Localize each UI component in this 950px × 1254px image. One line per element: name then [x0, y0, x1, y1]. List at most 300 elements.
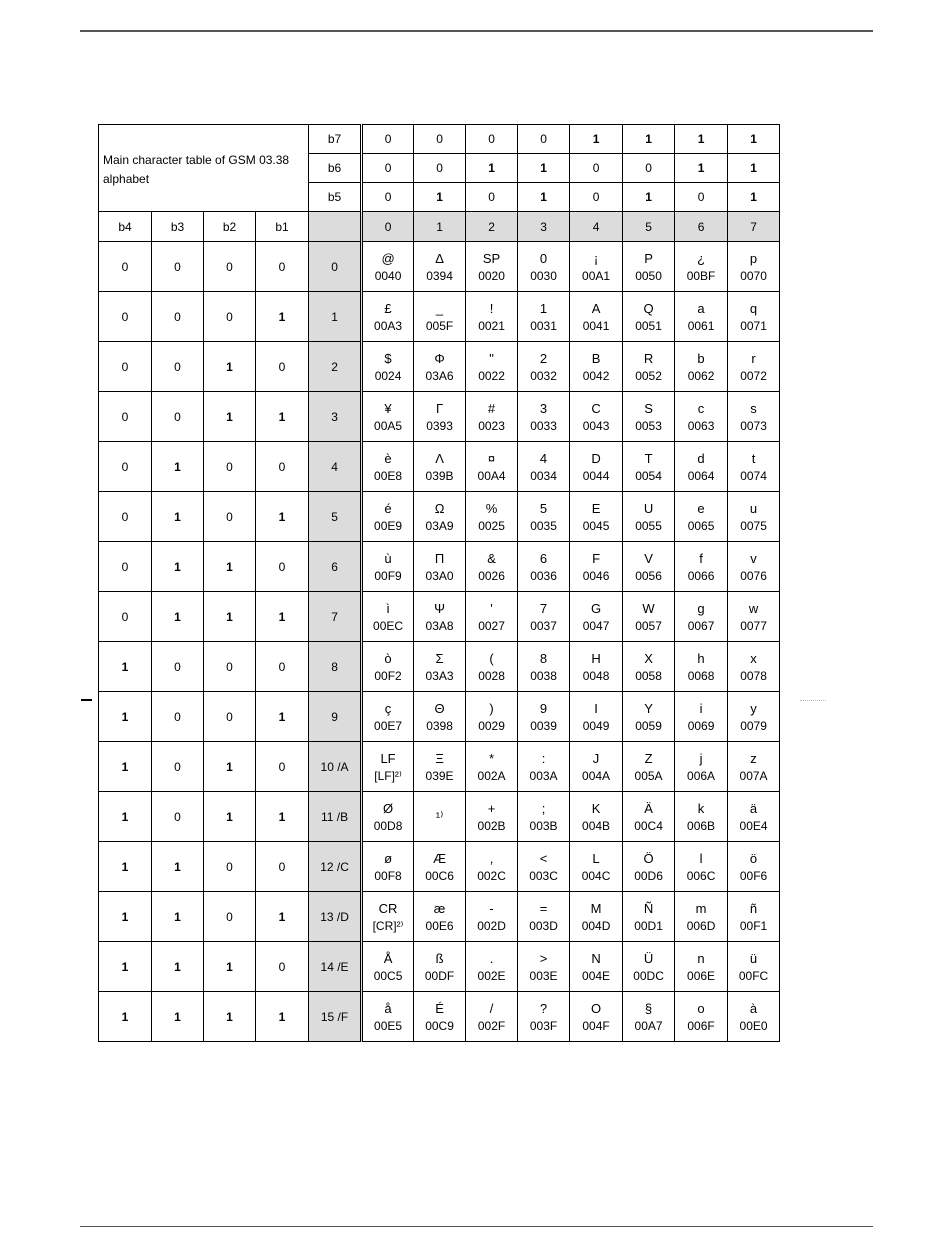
character-glyph: ) — [489, 701, 494, 716]
character-cell — [466, 592, 518, 642]
unicode-code: 039B — [425, 469, 454, 483]
character-glyph: L — [592, 851, 600, 866]
character-cell — [623, 842, 675, 892]
bit-value: 1 — [623, 183, 675, 212]
character-glyph: ò — [384, 651, 392, 666]
character-cell — [518, 742, 570, 792]
bit-value: 0 — [414, 154, 466, 183]
character-glyph: t — [751, 451, 756, 466]
character-cell — [623, 542, 675, 592]
character-cell — [570, 742, 623, 792]
unicode-code: 003E — [529, 969, 558, 983]
row-index: 6 — [309, 542, 362, 592]
character-cell — [518, 992, 570, 1042]
row-bit-value: 0 — [152, 642, 204, 692]
row-bit-header-b4: b4 — [99, 212, 152, 242]
character-glyph: $ — [384, 351, 392, 366]
character-glyph: % — [485, 501, 498, 516]
character-cell — [675, 392, 728, 442]
character-cell — [623, 342, 675, 392]
character-cell — [675, 292, 728, 342]
unicode-code: 002B — [477, 819, 506, 833]
character-glyph: J — [592, 751, 600, 766]
character-cell — [728, 492, 780, 542]
row-bit-value: 0 — [256, 342, 309, 392]
unicode-code: 003D — [529, 919, 558, 933]
character-glyph: T — [644, 451, 653, 466]
row-index: 11 /B — [309, 792, 362, 842]
character-glyph: Γ — [435, 401, 444, 416]
character-glyph: Ø — [382, 801, 394, 816]
character-glyph: b — [697, 351, 705, 366]
unicode-code: 03A8 — [425, 619, 454, 633]
character-glyph: Ψ — [434, 601, 445, 616]
character-cell — [362, 242, 414, 292]
character-cell — [675, 992, 728, 1042]
character-cell — [570, 692, 623, 742]
character-cell — [466, 392, 518, 442]
character-cell — [675, 442, 728, 492]
unicode-code: 0051 — [635, 319, 662, 333]
character-cell — [675, 642, 728, 692]
character-glyph: ø — [384, 851, 393, 866]
row-index: 8 — [309, 642, 362, 692]
character-cell — [518, 592, 570, 642]
character-cell — [414, 542, 466, 592]
character-cell — [728, 942, 780, 992]
row-bit-value: 1 — [256, 792, 309, 842]
unicode-code: 00D1 — [634, 919, 663, 933]
character-cell — [728, 842, 780, 892]
unicode-code: 0026 — [478, 569, 505, 583]
row-bit-value: 1 — [204, 742, 256, 792]
character-cell — [570, 292, 623, 342]
character-glyph: Ω — [434, 501, 445, 516]
character-glyph: + — [487, 801, 496, 816]
row-bit-value: 1 — [152, 842, 204, 892]
unicode-code: 00E9 — [374, 519, 403, 533]
table-row — [99, 692, 780, 742]
bit-value: 1 — [518, 183, 570, 212]
row-index: 13 /D — [309, 892, 362, 942]
character-glyph: Σ — [435, 651, 444, 666]
character-cell — [623, 892, 675, 942]
row-bit-value: 1 — [256, 292, 309, 342]
character-cell — [414, 492, 466, 542]
table-row — [99, 542, 780, 592]
unicode-code: 00C6 — [425, 869, 454, 883]
character-cell — [728, 592, 780, 642]
unicode-code: 0025 — [478, 519, 505, 533]
character-glyph: d — [697, 451, 705, 466]
character-cell — [414, 842, 466, 892]
character-cell — [414, 692, 466, 742]
character-glyph: U — [643, 501, 654, 516]
row-bit-value: 0 — [256, 642, 309, 692]
unicode-code: 00E6 — [425, 919, 454, 933]
table-row — [99, 792, 780, 842]
character-glyph: c — [697, 401, 705, 416]
row-bit-value: 0 — [256, 442, 309, 492]
unicode-code: 00E5 — [374, 1019, 403, 1033]
character-cell — [362, 792, 414, 842]
row-bit-value: 0 — [152, 242, 204, 292]
bit-value: 1 — [518, 154, 570, 183]
character-cell — [414, 442, 466, 492]
row-bit-value: 1 — [256, 692, 309, 742]
table-title: Main character table of GSM 03.38 alphabet — [99, 125, 309, 212]
character-glyph: ä — [749, 801, 758, 816]
unicode-code: 0069 — [687, 719, 715, 733]
character-glyph: ? — [539, 1001, 548, 1016]
row-bit-value: 1 — [99, 692, 152, 742]
character-glyph: ' — [490, 601, 493, 616]
unicode-code: 0047 — [582, 619, 610, 633]
character-cell — [466, 242, 518, 292]
row-bit-value: 0 — [99, 392, 152, 442]
unicode-code: 00F2 — [374, 669, 402, 683]
character-cell — [570, 492, 623, 542]
character-glyph: W — [642, 601, 655, 616]
row-bit-value: 1 — [152, 892, 204, 942]
bit-label-b7: b7 — [309, 125, 362, 154]
character-cell — [675, 692, 728, 742]
unicode-code: 0034 — [530, 469, 557, 483]
bit-label-b6: b6 — [309, 154, 362, 183]
unicode-code: 0077 — [740, 619, 767, 633]
column-index: 0 — [362, 212, 414, 242]
character-glyph: O — [590, 1001, 602, 1016]
unicode-code: 0021 — [478, 319, 505, 333]
unicode-code: 0023 — [478, 419, 505, 433]
unicode-code: 03A9 — [425, 519, 454, 533]
unicode-code: 0063 — [687, 419, 715, 433]
character-cell — [623, 442, 675, 492]
character-cell — [518, 392, 570, 442]
column-index-row — [99, 212, 780, 242]
character-glyph: D — [591, 451, 601, 466]
character-cell — [728, 242, 780, 292]
character-glyph: £ — [384, 301, 392, 316]
unicode-code: 0046 — [582, 569, 610, 583]
row-bit-value: 0 — [256, 542, 309, 592]
character-cell — [570, 542, 623, 592]
character-cell — [466, 642, 518, 692]
unicode-code: 0020 — [478, 269, 505, 283]
unicode-code: 039E — [425, 769, 454, 783]
character-cell — [414, 992, 466, 1042]
row-index: 3 — [309, 392, 362, 442]
bit-value: 1 — [466, 154, 518, 183]
unicode-code: 00F9 — [374, 569, 402, 583]
character-cell — [466, 792, 518, 842]
character-cell — [466, 842, 518, 892]
character-cell — [518, 642, 570, 692]
character-cell — [570, 992, 623, 1042]
unicode-code: 0027 — [478, 619, 505, 633]
character-cell — [466, 892, 518, 942]
row-bit-value: 1 — [256, 392, 309, 442]
table-row — [99, 592, 780, 642]
character-glyph: K — [591, 801, 601, 816]
row-bit-value: 0 — [152, 792, 204, 842]
character-cell — [414, 242, 466, 292]
character-cell — [623, 242, 675, 292]
unicode-code: 00D8 — [373, 819, 403, 833]
character-glyph: ö — [749, 851, 758, 866]
row-bit-value: 0 — [204, 892, 256, 942]
unicode-code: 0031 — [530, 319, 557, 333]
unicode-code: 0024 — [374, 369, 402, 383]
unicode-code: 0079 — [740, 719, 767, 733]
character-glyph: * — [489, 751, 495, 766]
unicode-code: 004F — [582, 1019, 610, 1033]
row-bit-value: 0 — [204, 842, 256, 892]
unicode-code: 03A6 — [425, 369, 454, 383]
character-glyph: ç — [384, 701, 392, 716]
character-cell — [466, 992, 518, 1042]
unicode-code: [CR]²⁾ — [372, 919, 404, 933]
unicode-code: 0048 — [582, 669, 610, 683]
row-index: 10 /A — [309, 742, 362, 792]
character-glyph: _ — [435, 301, 444, 316]
character-cell — [466, 942, 518, 992]
character-glyph: 1 — [539, 301, 548, 316]
unicode-code: 002A — [477, 769, 506, 783]
header-row-b7 — [99, 125, 780, 154]
row-bit-value: 1 — [204, 942, 256, 992]
unicode-code: 0042 — [582, 369, 610, 383]
unicode-code: 0044 — [582, 469, 610, 483]
unicode-code: 0043 — [582, 419, 610, 433]
row-bit-value: 1 — [99, 742, 152, 792]
unicode-code: 0033 — [530, 419, 557, 433]
character-glyph: z — [750, 751, 757, 766]
unicode-code: 0068 — [687, 669, 715, 683]
table-row — [99, 642, 780, 692]
unicode-code: 002C — [477, 869, 506, 883]
character-cell — [414, 742, 466, 792]
row-bit-value: 0 — [152, 292, 204, 342]
character-cell — [466, 492, 518, 542]
character-glyph: & — [487, 551, 496, 566]
unicode-code: 0072 — [740, 369, 767, 383]
character-cell — [728, 742, 780, 792]
table-row — [99, 392, 780, 442]
unicode-code: 0394 — [426, 269, 453, 283]
character-cell — [518, 442, 570, 492]
character-cell — [570, 442, 623, 492]
table-row — [99, 842, 780, 892]
character-glyph: # — [487, 401, 496, 416]
character-cell — [623, 492, 675, 542]
character-glyph: " — [489, 351, 494, 366]
column-index: 1 — [414, 212, 466, 242]
row-bit-value: 1 — [204, 792, 256, 842]
unicode-code: 003F — [529, 1019, 558, 1033]
footer-rule — [80, 1226, 873, 1227]
row-bit-value: 0 — [204, 492, 256, 542]
unicode-code: 00A1 — [582, 269, 611, 283]
unicode-code: 0059 — [635, 719, 662, 733]
character-glyph: g — [697, 601, 705, 616]
character-glyph: A — [591, 301, 601, 316]
unicode-code: 0070 — [740, 269, 767, 283]
unicode-code: 0065 — [687, 519, 715, 533]
character-glyph: < — [539, 851, 548, 866]
unicode-code: 0055 — [635, 519, 662, 533]
character-glyph: 9 — [539, 701, 548, 716]
gsm-character-table — [98, 124, 780, 1042]
row-index: 14 /E — [309, 942, 362, 992]
row-bit-header-b3: b3 — [152, 212, 204, 242]
column-index: 7 — [728, 212, 780, 242]
character-cell — [518, 292, 570, 342]
unicode-code: 00A4 — [477, 469, 506, 483]
bit-value: 0 — [466, 125, 518, 154]
corner-cell — [309, 212, 362, 242]
character-cell — [675, 492, 728, 542]
unicode-code: 002E — [477, 969, 506, 983]
row-bit-value: 1 — [204, 592, 256, 642]
unicode-code: 00BF — [686, 269, 716, 283]
character-cell — [362, 492, 414, 542]
unicode-code: 0037 — [530, 619, 557, 633]
bit-value: 1 — [623, 125, 675, 154]
column-index: 5 — [623, 212, 675, 242]
character-cell — [362, 542, 414, 592]
character-glyph: k — [697, 801, 705, 816]
table-row — [99, 292, 780, 342]
row-bit-value: 0 — [99, 242, 152, 292]
character-cell — [362, 842, 414, 892]
character-glyph: G — [590, 601, 602, 616]
unicode-code: 0045 — [582, 519, 610, 533]
unicode-code: 004A — [582, 769, 611, 783]
unicode-code: 0052 — [635, 369, 662, 383]
unicode-code: 00E0 — [739, 1019, 768, 1033]
row-index: 2 — [309, 342, 362, 392]
character-glyph: ¡ — [593, 251, 599, 266]
character-glyph: Λ — [435, 451, 444, 466]
character-cell — [414, 642, 466, 692]
character-glyph: 8 — [539, 651, 548, 666]
row-bit-value: 0 — [99, 492, 152, 542]
character-glyph: s — [750, 401, 757, 416]
unicode-code: 00D6 — [634, 869, 663, 883]
character-cell — [414, 942, 466, 992]
character-glyph: e — [697, 501, 705, 516]
unicode-code: 0030 — [530, 269, 557, 283]
row-bit-value: 1 — [99, 992, 152, 1042]
character-glyph: Φ — [434, 351, 445, 366]
character-glyph: P — [644, 251, 653, 266]
character-cell — [570, 792, 623, 842]
row-bit-value: 0 — [204, 242, 256, 292]
row-bit-value: 0 — [99, 292, 152, 342]
row-bit-value: 1 — [152, 442, 204, 492]
character-cell — [518, 342, 570, 392]
unicode-code: 004D — [581, 919, 611, 933]
unicode-code: 0398 — [426, 719, 453, 733]
character-glyph: é — [384, 501, 392, 516]
table-row — [99, 242, 780, 292]
row-index: 1 — [309, 292, 362, 342]
row-bit-value: 0 — [99, 342, 152, 392]
character-cell — [518, 542, 570, 592]
table-row — [99, 342, 780, 392]
row-bit-value: 1 — [204, 392, 256, 442]
unicode-code: 0078 — [740, 669, 767, 683]
bit-value: 1 — [728, 125, 780, 154]
character-glyph: F — [592, 551, 601, 566]
bit-value: 1 — [414, 183, 466, 212]
character-glyph: C — [591, 401, 601, 416]
character-cell — [675, 842, 728, 892]
character-glyph: Θ — [434, 701, 445, 716]
character-cell — [623, 392, 675, 442]
character-cell — [362, 342, 414, 392]
character-cell — [570, 942, 623, 992]
row-bit-value: 0 — [152, 742, 204, 792]
character-glyph: ì — [386, 601, 390, 616]
character-cell — [570, 592, 623, 642]
bit-value: 0 — [414, 125, 466, 154]
character-glyph: 5 — [539, 501, 548, 516]
character-cell — [570, 892, 623, 942]
table-row — [99, 942, 780, 992]
row-bit-value: 1 — [204, 342, 256, 392]
character-glyph: Π — [434, 551, 445, 566]
character-cell — [623, 992, 675, 1042]
column-index: 6 — [675, 212, 728, 242]
table-row — [99, 992, 780, 1042]
character-glyph: Æ — [433, 851, 447, 866]
character-glyph: Ξ — [435, 751, 444, 766]
character-cell — [466, 692, 518, 742]
character-cell — [623, 692, 675, 742]
bit-label-b5: b5 — [309, 183, 362, 212]
unicode-code: 004C — [581, 869, 611, 883]
unicode-code: 0393 — [426, 419, 453, 433]
character-cell — [675, 742, 728, 792]
unicode-code: 0058 — [635, 669, 662, 683]
character-cell — [518, 492, 570, 542]
row-bit-value: 0 — [256, 842, 309, 892]
row-index: 15 /F — [309, 992, 362, 1042]
bit-value: 0 — [675, 183, 728, 212]
unicode-code: 00A3 — [374, 319, 403, 333]
row-bit-header-b2: b2 — [204, 212, 256, 242]
row-bit-header-b1: b1 — [256, 212, 309, 242]
row-bit-value: 1 — [99, 842, 152, 892]
character-glyph: CR — [378, 901, 398, 916]
character-glyph: E — [591, 501, 601, 516]
row-bit-value: 0 — [204, 442, 256, 492]
bit-value: 0 — [466, 183, 518, 212]
character-cell — [728, 292, 780, 342]
row-index: 0 — [309, 242, 362, 292]
character-cell — [362, 742, 414, 792]
character-glyph: S — [644, 401, 653, 416]
unicode-code: 00FC — [738, 969, 769, 983]
character-glyph: Q — [643, 301, 654, 316]
bit-value: 1 — [728, 183, 780, 212]
row-bit-value: 1 — [152, 492, 204, 542]
row-bit-value: 0 — [256, 242, 309, 292]
unicode-code: 006E — [687, 969, 716, 983]
character-cell — [362, 942, 414, 992]
